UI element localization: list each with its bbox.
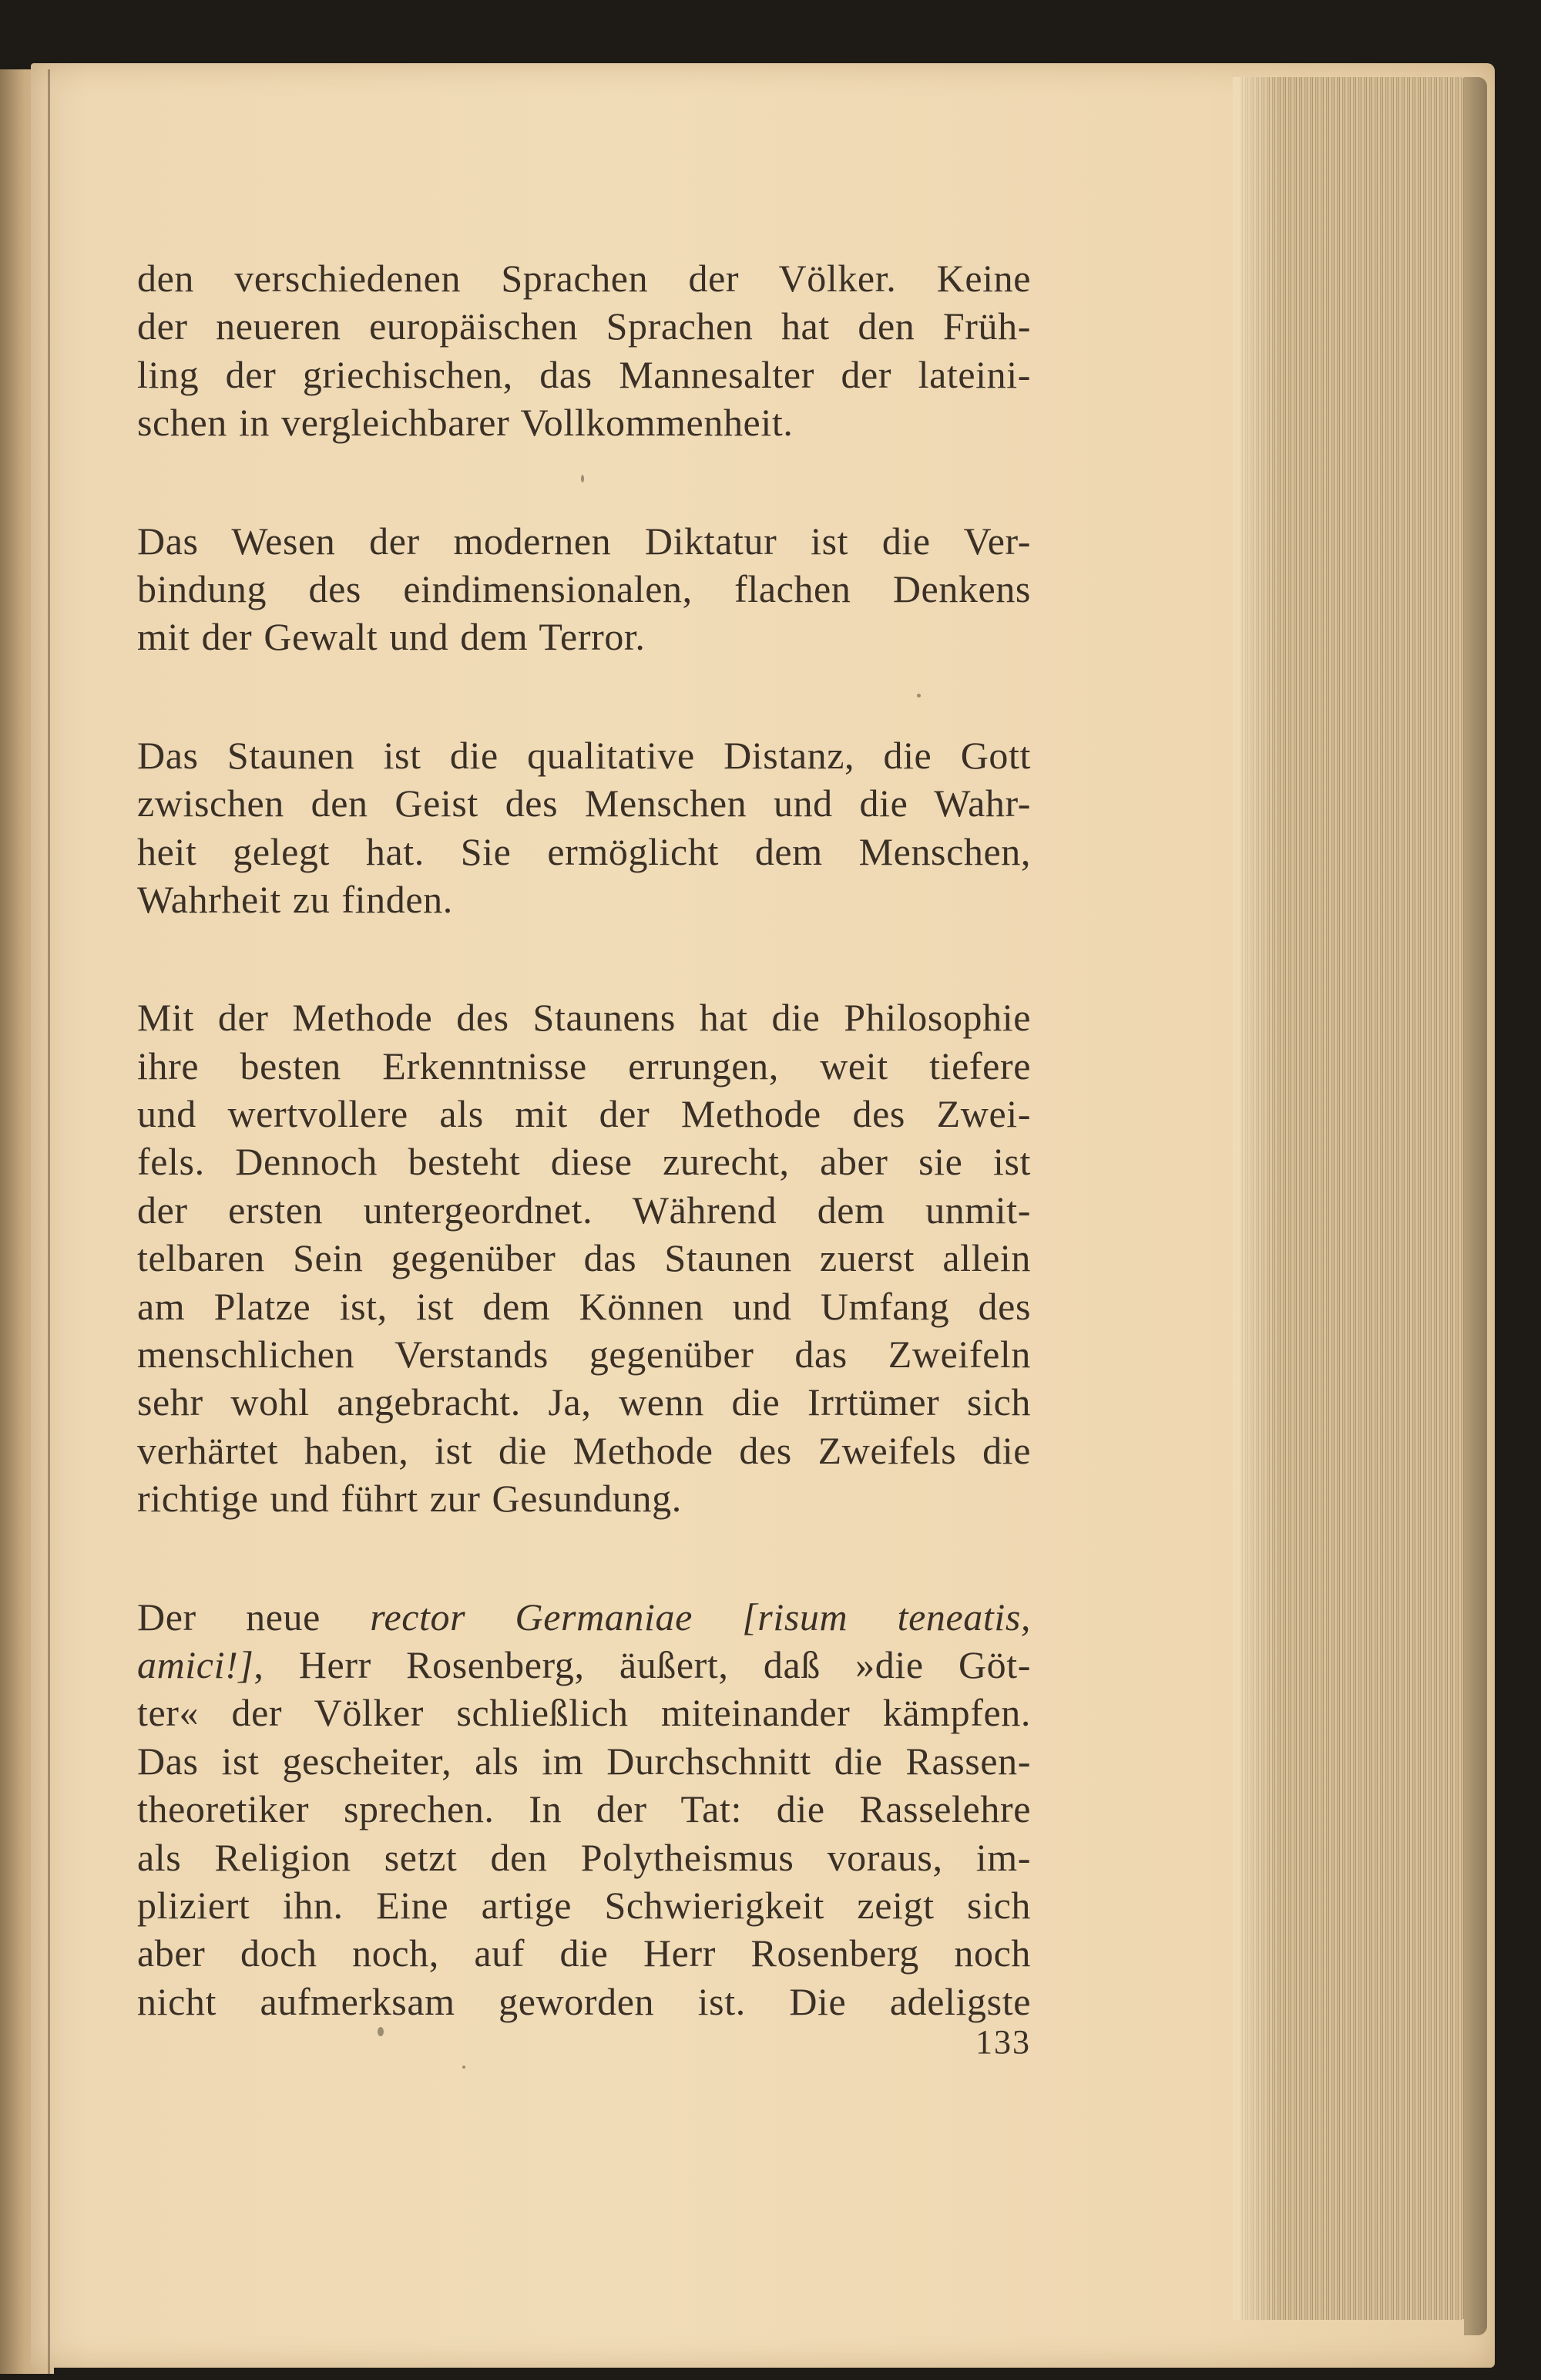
page-edges-shade xyxy=(1233,77,1279,2320)
text-line: bindung des eindimensionalen, flachen Denkens xyxy=(137,566,1031,610)
text-line: Das Staunen ist die qualitative Distanz, die Gott xyxy=(137,733,1031,777)
paper-speck xyxy=(378,2027,384,2036)
text-line: telbaren Sein gegenüber das Staunen zuerst allein xyxy=(137,1236,1031,1280)
text-line: sehr wohl angebracht. Ja, wenn die Irrtümer sich xyxy=(137,1380,1031,1424)
text-line: fels. Dennoch besteht diese zurecht, aber sie ist xyxy=(137,1140,1031,1184)
gutter-line xyxy=(48,69,50,2374)
text-line: zwischen den Geist des Menschen und die Wahr- xyxy=(137,782,1031,825)
paper-speck xyxy=(581,475,584,482)
text-line: am Platze ist, ist dem Können und Umfang des xyxy=(137,1284,1031,1328)
text-line: richtige und führt zur Gesundung. xyxy=(137,1477,682,1521)
text-line: ter« der Völker schließlich miteinander kämpfen. xyxy=(137,1691,1031,1735)
text-line-mixed xyxy=(137,1641,1031,1689)
page-number: 133 xyxy=(975,2023,1031,2061)
paragraph-3 xyxy=(137,731,1031,924)
text-line-mixed xyxy=(137,1593,1031,1641)
text-line: den verschiedenen Sprachen der Völker. Keine xyxy=(137,257,1031,300)
text-line: theoretiker sprechen. In der Tat: die Rasselehre xyxy=(137,1787,1031,1831)
text-line: schen in vergleichbarer Vollkommenheit. xyxy=(137,401,794,445)
text-line: der neueren europäischen Sprachen hat den Früh- xyxy=(137,304,1031,348)
text-line: Das Wesen der modernen Diktatur ist die Ver- xyxy=(137,519,1031,563)
text-line: Wahrheit zu finden. xyxy=(137,877,453,921)
text-line: pliziert ihn. Eine artige Schwierigkeit zeigt sich xyxy=(137,1883,1031,1927)
text-line: heit gelegt hat. Sie ermöglicht dem Menschen, xyxy=(137,829,1031,873)
paragraph-1 xyxy=(137,254,1031,447)
paragraph-2 xyxy=(137,517,1031,661)
italic-run: amici!] xyxy=(137,1642,254,1686)
text-line: ihre besten Erkenntnisse errungen, weit tiefere xyxy=(137,1044,1031,1087)
text-line: und wertvollere als mit der Methode des Zwei- xyxy=(137,1092,1031,1136)
italic-run: rector Germaniae [risum teneatis, xyxy=(370,1595,1031,1639)
text-line: ling der griechischen, das Mannesalter der lateini- xyxy=(137,352,1031,396)
text-line: verhärtet haben, ist die Methode des Zweifels die xyxy=(137,1428,1031,1472)
text-line: mit der Gewalt und dem Terror. xyxy=(137,615,646,659)
text-line: aber doch noch, auf die Herr Rosenberg noch xyxy=(137,1931,1031,1975)
book-cover-edge xyxy=(1464,77,1487,2335)
text-line: Das ist gescheiter, als im Durchschnitt die Rassen- xyxy=(137,1739,1031,1783)
text-run: Der neue xyxy=(137,1595,371,1639)
text-line: Mit der Methode des Staunens hat die Philosophie xyxy=(137,996,1031,1040)
text-line: menschlichen Verstands gegenüber das Zweifeln xyxy=(137,1333,1031,1377)
text-line: nicht aufmerksam geworden ist. Die adeligste xyxy=(137,1979,1031,2023)
body-text xyxy=(137,254,1031,2096)
text-line: als Religion setzt den Polytheismus voraus, im- xyxy=(137,1835,1031,1879)
text-run: , Herr Rosenberg, äußert, daß »die Göt- xyxy=(253,1642,1031,1686)
paragraph-4 xyxy=(137,993,1031,1522)
paper-speck xyxy=(462,2066,465,2069)
paper-speck xyxy=(917,694,921,698)
text-line: der ersten untergeordnet. Während dem unmit- xyxy=(137,1188,1031,1232)
paragraph-5 xyxy=(137,1593,1031,2026)
